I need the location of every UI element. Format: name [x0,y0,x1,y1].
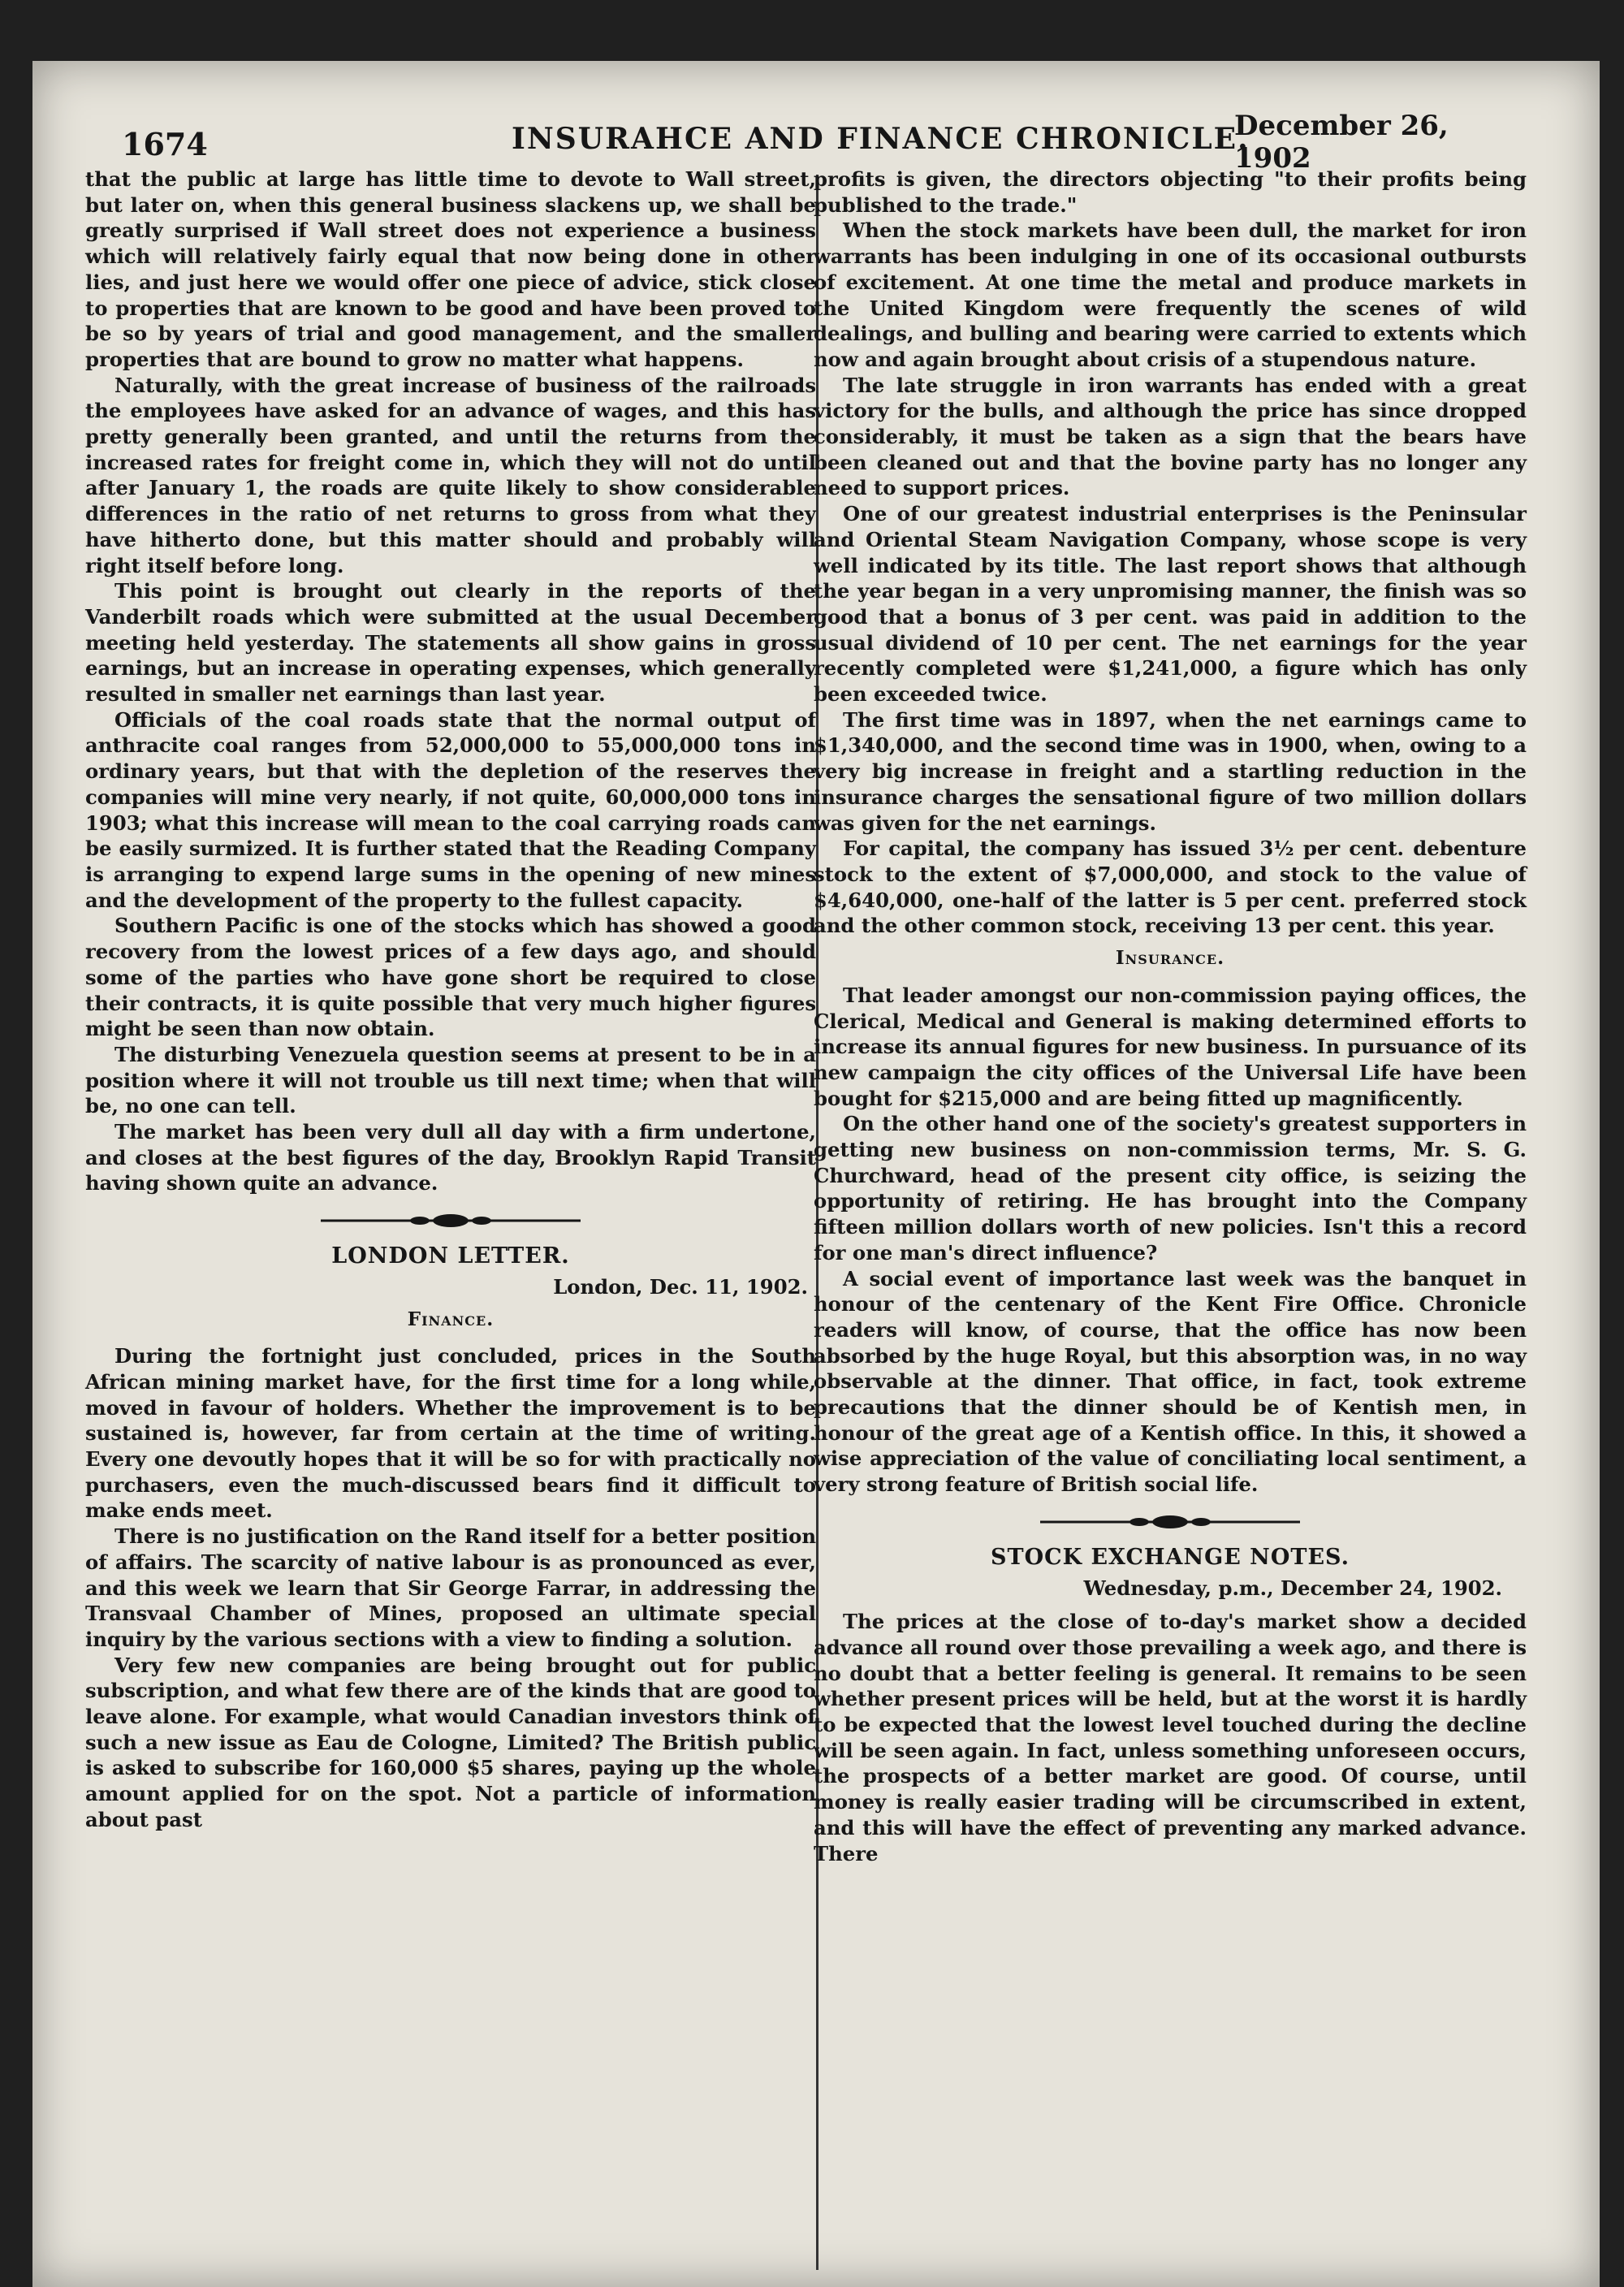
paragraph: This point is brought out clearly in the reports of the Vanderbilt roads which were submitted at the usual December meeting held yesterday. The statements all show gains in gross earnings, but an increase in operating expenses, which generally resulted in smaller net earnings than last year. [85,579,816,707]
ornament-divider [321,1211,581,1230]
paragraph: Southern Pacific is one of the stocks which has showed a good recovery from the lowest prices of a few days ago, and should some of the parties who have gone short be required to close their contracts, it is quite possible that very much higher figures might be seen than now obtain. [85,914,816,1041]
page-number: 1674 [122,126,208,162]
right-column [771,166,1527,1866]
paragraph: The late struggle in iron warrants has ended with a great victory for the bulls, and although the price has since dropped considerably, it must be taken as a sign that the bears have been cleaned out and that the bovine party has no longer any need to support prices. [814,373,1527,500]
paragraph: The prices at the close of to-day's market show a decided advance all round over those prevailing a week ago, and there is no doubt that a better feeling is general. It remains to be seen whether present prices will be held, but at the worst it is hardly to be expected that the lowest level touched during the decline will be seen again. In fact, unless something unforeseen occurs, the prospects of a better market are good. Of course, until money is really easier trading will be circumscribed in extent, and this will have the effect of preventing any marked advance. There [814,1610,1527,1865]
newspaper-page [32,61,1600,2287]
page-header [89,77,1470,175]
paragraph: profits is given, the directors objecting "to their profits being published to the trade." [814,167,1527,217]
paragraph: On the other hand one of the society's greatest supporters in getting new business on non-commission terms, Mr. S. G. Churchward, head of the present city office, is seizing the opportunity of retiring. He has brought into the Company fifteen million dollars worth of new policies. Isn't this a record for one man's direct influence? [814,1112,1527,1265]
london-letter-dateline: London, Dec. 11, 1902. [553,1274,808,1299]
paragraph: One of our greatest industrial enterprises is the Peninsular and Oriental Steam Navigation Company, whose scope is very well indicated by its title. The last report shows that although the year began in a very unpromising manner, the finish was so good that a bonus of 3 per cent. was paid in addition to the usual dividend of 10 per cent. The net earnings for the year recently completed were $1,241,000, a figure which has only been exceeded twice. [814,502,1527,707]
insurance-subheading: Insurance. [1115,947,1225,970]
paragraph: The first time was in 1897, when the net earnings came to $1,340,000, and the second time was in 1900, when, owing to a very big increase in freight and a startling reduction in the insurance charges the sensational figure of two million dollars was given for the net earnings. [814,707,1527,835]
paragraph: That leader amongst our non-commission paying offices, the Clerical, Medical and General is making determined efforts to increase its annual figures for new business. In pursuance of its new campaign the city offices of the Universal Life have been bought for $215,000 and are being fitted up magnificently. [814,983,1527,1110]
paragraph: Naturally, with the great increase of business of the railroads the employees have asked for an advance of wages, and this has pretty generally been granted, and until the returns from the increased rates for freight come in, which they will not do until after January 1, the roads are quite likely to show considerable differences in the ratio of net returns to gross from what they have hitherto done, but this matter should and probably will right itself before long. [85,373,816,577]
paragraph: There is no justification on the Rand itself for a better position of affairs. The scarcity of native labour is as pronounced as ever, and this week we learn that Sir George Farrar, in addressing the Transvaal Chamber of Mines, proposed an ultimate special inquiry by the various sections with a view to finding a solution. [85,1524,816,1651]
paragraph: The disturbing Venezuela question seems at present to be in a position where it will not trouble us till next time; when that will be, no one can tell. [85,1042,816,1118]
paragraph: Very few new companies are being brought out for public subscription, and what few there are of the kinds that are good to leave alone. For example, what would Canadian investors think of such a new issue as Eau de Cologne, Limited? The British public is asked to subscribe for 160,000 $5 shares, paying up the whole amount applied for on the spot. Not a particle of information about past [85,1653,816,1831]
paragraph: that the public at large has little time to devote to Wall street, but later on, when this general business slackens up, we shall be greatly surprised if Wall street does not experience a business which will relatively fairly equal that now being done in other lies, and just here we would offer one piece of advice, stick close to properties that are known to be good and have been proved to be so by years of trial and good management, and the smaller properties that are bound to grow no matter what happens. [85,167,816,371]
paragraph: Officials of the coal roads state that the normal output of anthracite coal ranges from 52,000,000 to 55,000,000 tons in ordinary years, but that with the depletion of the reserves the companies will mine very nearly, if not quite, 60,000,000 tons in 1903; what this increase will mean to the coal carrying roads can be easily surmized. It is further stated that the Reading Company is arranging to expend large sums in the opening of new mines and the development of the property to the fullest capacity. [85,707,816,912]
paragraph: A social event of importance last week was the banquet in honour of the centenary of the Kent Fire Office. Chronicle readers will know, of course, that the office has now been absorbed by the huge Royal, but this absorption was, in no way observable at the dinner. That office, in fact, took extreme precautions that the dinner should be of Kentish men, in honour of the great age of a Kentish office. In this, it showed a wise appreciation of the value of conciliating local sentiment, a very strong feature of British social life. [814,1266,1527,1497]
finance-subheading: Finance. [407,1308,495,1330]
issue-date: December 26, 1902 [1234,110,1449,175]
left-column [85,166,816,1833]
london-letter-heading: LONDON LETTER. [331,1243,570,1269]
paragraph: For capital, the company has issued 3½ per cent. debenture stock to the extent of $7,000,000, and stock to the value of $4,640,000, one-half of the latter is 5 per cent. preferred stock and the other common stock, receiving 13 per cent. this year. [814,837,1527,938]
paragraph: During the fortnight just concluded, prices in the South African mining market have, for the first time for a long while, moved in favour of holders. Whether the improvement is to be sustained is, however, far from certain at the time of writing. Every one devoutly hopes that it will be so for with practically no purchasers, even the much-discussed bears find it difficult to make ends meet. [85,1344,816,1523]
ornament-divider [1040,1512,1300,1532]
paragraph: The market has been very dull all day with a firm undertone, and closes at the best figures of the day, Brooklyn Rapid Transit having shown quite an advance. [85,1120,816,1195]
journal-title: INSURAHCE AND FINANCE CHRONICLE. [512,122,1250,156]
stock-exchange-heading: STOCK EXCHANGE NOTES. [991,1544,1350,1570]
paragraph: When the stock markets have been dull, the market for iron warrants has been indulging in one of its occasional outbursts of excitement. At one time the metal and produce markets in the United Kingdom were frequently the scenes of wild dealings, and bulling and bearing were carried to extents which now and again brought about crisis of a stupendous nature. [814,218,1527,371]
stock-exchange-dateline: Wednesday, p.m., December 24, 1902. [1083,1576,1502,1600]
